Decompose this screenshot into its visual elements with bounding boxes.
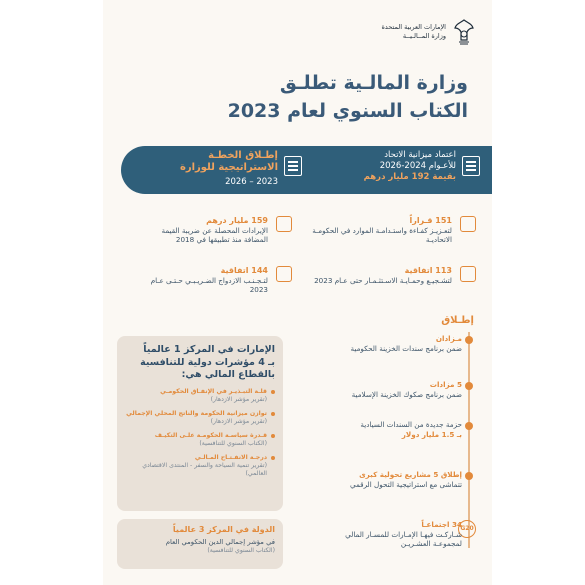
ranking-item xyxy=(125,432,275,448)
ranking-item xyxy=(125,410,275,426)
launch-item-highlight: مـزادان xyxy=(435,334,462,343)
rankings-list xyxy=(125,388,275,478)
decree-icon xyxy=(460,216,476,232)
debt-panel xyxy=(117,519,283,569)
org-line1: الإمارات العربية المتحدة xyxy=(381,23,446,31)
launch-item-text: تتماشى مع استراتيجية التحول الرقمي xyxy=(350,479,462,489)
ministry-logo xyxy=(382,18,476,46)
uae-emblem-icon xyxy=(452,18,476,46)
debt-body: في مؤشر إجمالي الدين الحكومي العام xyxy=(165,538,275,546)
rankings-panel xyxy=(117,336,283,511)
yearbook-sheet xyxy=(103,0,492,585)
tax-icon xyxy=(276,266,292,282)
timeline-dot xyxy=(465,472,473,480)
page-title xyxy=(168,70,468,124)
strategy-line2: الاستراتيجية للوزارة xyxy=(179,162,278,173)
stat-num: 159 مليار درهم xyxy=(206,216,268,225)
stat-num: 151 قـراراً xyxy=(409,216,452,225)
launch-item-text: حزمة جديدة من السندات السيادية xyxy=(360,420,462,429)
document-icon xyxy=(462,156,480,176)
ranking-label: توازن ميزانية الحكومة والناتج المحلي الإجمالي xyxy=(126,409,267,417)
ranking-source: (تقرير مؤشر الازدهار) xyxy=(210,395,267,403)
stat-vat xyxy=(138,216,268,245)
budget-line3: بقيمة 192 مليار درهم xyxy=(363,172,456,182)
debt-source: (الكتاب السنوي للتنافسية) xyxy=(207,547,275,554)
launch-item xyxy=(317,420,462,439)
launch-item-text: شـاركـت فيهـا الإمـارات للمسـار المالي لمجموعـة العشـريـن xyxy=(345,529,462,548)
timeline-dot xyxy=(465,336,473,344)
stat-text: الإيرادات المحصلة عن ضريبة القيمة المضافة منذ تطبيقها في 2018 xyxy=(161,225,268,244)
launch-item xyxy=(317,470,462,489)
strategy-line1: إطـلاق الخطـة xyxy=(208,150,278,161)
stat-num: 113 اتفاقية xyxy=(404,266,452,275)
ranking-label: درجـة الانفـتـاح المـالـي xyxy=(194,453,267,461)
launch-item-highlight: إطلاق 5 مشاريع تحولية كبرى xyxy=(359,470,462,479)
vat-icon xyxy=(276,216,292,232)
timeline-dot xyxy=(465,382,473,390)
strategy-line3: 2023 – 2026 xyxy=(225,177,278,187)
rankings-title-line3: بالقطاع المالي هي: xyxy=(181,369,275,380)
investment-icon xyxy=(460,266,476,282)
timeline-line xyxy=(468,332,470,548)
launch-item-highlight: 5 مزادات xyxy=(429,380,462,389)
title-line1: وزارة المالـية تطلـق xyxy=(279,72,468,94)
highlights-banner xyxy=(121,146,492,194)
g20-icon: G20 xyxy=(458,520,476,538)
launch-item-text: ضمن برنامج صكوك الخزينة الإسلامية xyxy=(351,389,462,399)
rankings-title-line2: بـ 4 مؤشرات دولية للتنافسية xyxy=(140,356,275,368)
rankings-title xyxy=(125,344,275,382)
ranking-source: (تقرير تنمية السياحة والسفر - المنتدى الاقتصادي العالمي) xyxy=(142,461,267,477)
org-line2: وزارة المــالـيــة xyxy=(402,32,446,40)
rankings-title-line1: الإمارات في المركز 1 عالمياً xyxy=(143,344,275,355)
stat-num: 144 اتفاقية xyxy=(220,266,268,275)
ranking-label: قـدرة سياسـة الحكومـة علـى التكيـف xyxy=(154,431,267,439)
budget-block xyxy=(316,150,456,183)
launch-item-highlight: 34 اجتماعـاً xyxy=(421,520,462,529)
title-line2: الكتاب السنوي لعام 2023 xyxy=(227,100,468,122)
ranking-source: (تقرير مؤشر الازدهار) xyxy=(210,417,267,425)
budget-line1: اعتماد ميزانية الاتحاد xyxy=(384,150,456,160)
stat-investment xyxy=(312,266,452,285)
ranking-item xyxy=(125,454,275,478)
budget-line2: للأعـوام 2024-2026 xyxy=(379,161,456,171)
logo-text xyxy=(382,23,446,41)
stat-text: لتـجـنـب الازدواج الضـريـبـي حـتـى عـام 2023 xyxy=(150,275,268,294)
launch-heading: إطـلاق xyxy=(441,315,474,326)
strategy-icon xyxy=(284,156,302,176)
stat-text: لتعـزيـز كفـاءة واستـدامـة الموارد في الحكومـة الاتحاديـة xyxy=(312,225,452,244)
stat-text: لتشـجيـع وحمـايـة الاسـتثـمـار حتى عـام 2023 xyxy=(314,275,452,285)
stat-decisions xyxy=(312,216,452,245)
ranking-label: قلـة التبـذيـر في الإنفـاق الحكومـي xyxy=(160,387,267,395)
launch-item xyxy=(317,334,462,353)
ranking-item xyxy=(125,388,275,404)
launch-item-text: ضمن برنامج سندات الخزينة الحكومية xyxy=(350,343,462,353)
launch-item xyxy=(317,380,462,399)
launch-item-highlight: بـ 1.5 مليار دولار xyxy=(401,429,462,439)
launch-item xyxy=(317,520,462,549)
timeline-dot xyxy=(465,422,473,430)
ranking-source: (الكتاب السنوي للتنافسية) xyxy=(199,439,267,447)
debt-title: الدولة في المركز 3 عالمياً xyxy=(172,525,275,534)
strategy-block xyxy=(158,150,278,188)
stat-double-tax xyxy=(138,266,268,295)
